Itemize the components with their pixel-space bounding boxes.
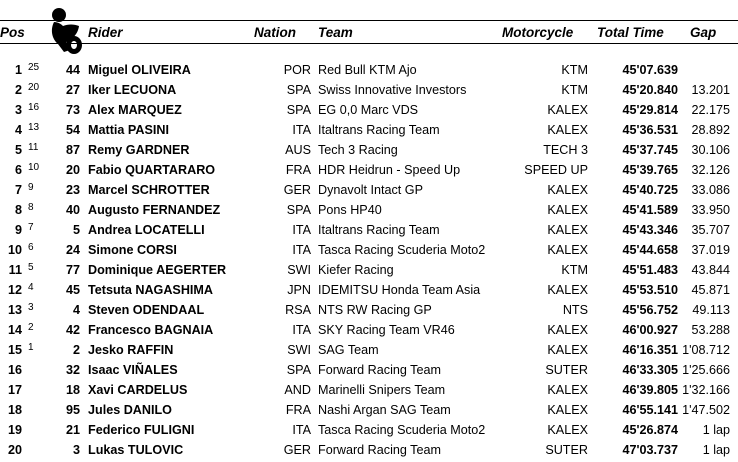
total-time-cell: 45'43.346	[622, 223, 678, 237]
total-time-cell: 47'03.737	[622, 443, 678, 457]
team-cell: Swiss Innovative Investors	[318, 83, 467, 97]
motorcycle-cell: KALEX	[547, 123, 588, 137]
nation-cell: SWI	[287, 263, 311, 277]
position-cell: 5	[14, 143, 22, 157]
motorcycle-cell: KALEX	[547, 403, 588, 417]
rider-name-cell: Fabio QUARTARARO	[88, 163, 216, 177]
points-cell: 25	[28, 62, 40, 73]
position-cell: 2	[14, 83, 22, 97]
gap-cell: 1'08.712	[682, 343, 730, 357]
team-cell: Kiefer Racing	[318, 263, 394, 277]
motorcycle-cell: KTM	[561, 263, 588, 277]
bike-number-cell: 24	[65, 243, 80, 257]
nation-cell: RSA	[285, 303, 311, 317]
points-cell: 20	[28, 82, 40, 93]
nation-cell: FRA	[285, 163, 311, 177]
nation-cell: ITA	[292, 323, 311, 337]
position-cell: 19	[7, 423, 22, 437]
nation-cell: POR	[283, 63, 311, 77]
header-total-time: Total Time	[597, 25, 664, 40]
bike-number-cell: 42	[65, 323, 80, 337]
bike-number-cell: 87	[65, 143, 80, 157]
team-cell: Red Bull KTM Ajo	[318, 63, 417, 77]
rider-name-cell: Miguel OLIVEIRA	[88, 63, 191, 77]
bike-number-cell: 18	[65, 383, 80, 397]
motorcycle-cell: KALEX	[547, 283, 588, 297]
total-time-cell: 46'33.305	[622, 363, 678, 377]
position-cell: 11	[8, 263, 22, 277]
motorcycle-cell: TECH 3	[543, 143, 588, 157]
motorcycle-cell: SUTER	[545, 363, 588, 377]
points-cell: 5	[28, 262, 34, 273]
rider-name-cell: Federico FULIGNI	[88, 423, 195, 437]
motorcycle-cell: SPEED UP	[524, 163, 588, 177]
gap-cell: 1'47.502	[682, 403, 730, 417]
motorcycle-cell: KTM	[561, 63, 588, 77]
nation-cell: SPA	[286, 363, 311, 377]
rider-name-cell: Remy GARDNER	[88, 143, 190, 157]
total-time-cell: 45'37.745	[622, 143, 678, 157]
team-cell: NTS RW Racing GP	[318, 303, 432, 317]
position-cell: 10	[7, 243, 22, 257]
table-row	[0, 201, 738, 221]
gap-cell: 30.106	[691, 143, 730, 157]
total-time-cell: 46'16.351	[622, 343, 678, 357]
gap-cell: 1'32.166	[682, 383, 730, 397]
total-time-cell: 45'26.874	[622, 423, 678, 437]
gap-cell: 13.201	[691, 83, 730, 97]
points-cell: 1	[28, 342, 34, 353]
header-top-rule	[0, 20, 738, 21]
rider-name-cell: Augusto FERNANDEZ	[88, 203, 221, 217]
team-cell: SAG Team	[318, 343, 379, 357]
bike-number-cell: 27	[65, 83, 80, 97]
nation-cell: AND	[284, 383, 311, 397]
total-time-cell: 45'56.752	[622, 303, 678, 317]
table-row	[0, 381, 738, 401]
table-header	[0, 22, 738, 42]
nation-cell: GER	[283, 183, 311, 197]
table-row	[0, 361, 738, 381]
motorcycle-cell: NTS	[562, 303, 588, 317]
team-cell: Dynavolt Intact GP	[318, 183, 423, 197]
position-cell: 16	[7, 363, 22, 377]
bike-number-cell: 5	[72, 223, 80, 237]
rider-name-cell: Xavi CARDELUS	[88, 383, 188, 397]
header-motorcycle: Motorcycle	[502, 25, 574, 40]
bike-number-cell: 77	[65, 263, 80, 277]
table-row	[0, 61, 738, 81]
team-cell: Nashi Argan SAG Team	[318, 403, 451, 417]
table-row	[0, 181, 738, 201]
position-cell: 3	[14, 103, 22, 117]
points-cell: 16	[28, 102, 40, 113]
position-cell: 14	[7, 323, 22, 337]
nation-cell: ITA	[292, 423, 311, 437]
team-cell: Italtrans Racing Team	[318, 123, 440, 137]
nation-cell: SPA	[286, 203, 311, 217]
total-time-cell: 46'55.141	[622, 403, 678, 417]
position-cell: 6	[14, 163, 22, 177]
header-bottom-rule	[0, 43, 738, 44]
table-row	[0, 281, 738, 301]
points-cell: 4	[28, 282, 34, 293]
motorcycle-cell: KALEX	[547, 323, 588, 337]
total-time-cell: 45'44.658	[622, 243, 678, 257]
position-cell: 12	[7, 283, 22, 297]
results-rows	[0, 61, 738, 461]
nation-cell: FRA	[285, 403, 311, 417]
position-cell: 13	[7, 303, 22, 317]
team-cell: Tech 3 Racing	[318, 143, 398, 157]
table-row	[0, 321, 738, 341]
rider-name-cell: Lukas TULOVIC	[88, 443, 184, 457]
team-cell: SKY Racing Team VR46	[318, 323, 455, 337]
motorcycle-cell: SUTER	[545, 443, 588, 457]
nation-cell: SPA	[286, 103, 311, 117]
nation-cell: ITA	[292, 223, 311, 237]
motorcycle-cell: KALEX	[547, 103, 588, 117]
bike-number-cell: 44	[65, 63, 80, 77]
nation-cell: SWI	[287, 343, 311, 357]
points-cell: 8	[28, 202, 34, 213]
gap-cell: 33.086	[691, 183, 730, 197]
table-row	[0, 341, 738, 361]
total-time-cell: 45'53.510	[622, 283, 678, 297]
team-cell: IDEMITSU Honda Team Asia	[318, 283, 481, 297]
points-cell: 7	[28, 222, 34, 233]
team-cell: EG 0,0 Marc VDS	[318, 103, 419, 117]
position-cell: 8	[14, 203, 22, 217]
team-cell: HDR Heidrun - Speed Up	[318, 163, 461, 177]
rider-name-cell: Isaac VIÑALES	[88, 363, 178, 377]
total-time-cell: 45'20.840	[622, 83, 678, 97]
table-row	[0, 241, 738, 261]
nation-cell: SPA	[286, 83, 311, 97]
team-cell: Marinelli Snipers Team	[318, 383, 446, 397]
table-row	[0, 101, 738, 121]
rider-name-cell: Jules DANILO	[88, 403, 172, 417]
position-cell: 18	[7, 403, 22, 417]
table-row	[0, 301, 738, 321]
motorcycle-cell: KALEX	[547, 423, 588, 437]
total-time-cell: 45'40.725	[622, 183, 678, 197]
position-cell: 1	[14, 63, 22, 77]
rider-name-cell: Simone CORSI	[88, 243, 177, 257]
bike-number-cell: 32	[65, 363, 80, 377]
header-gap: Gap	[690, 25, 717, 40]
bike-number-cell: 54	[65, 123, 80, 137]
points-cell: 3	[28, 302, 34, 313]
motorcycle-cell: KALEX	[547, 183, 588, 197]
table-row	[0, 401, 738, 421]
motorcycle-cell: KALEX	[547, 223, 588, 237]
table-row	[0, 441, 738, 461]
bike-number-cell: 4	[72, 303, 80, 317]
gap-cell: 37.019	[691, 243, 730, 257]
rider-name-cell: Tetsuta NAGASHIMA	[88, 283, 214, 297]
rider-name-cell: Dominique AEGERTER	[88, 263, 227, 277]
team-cell: Tasca Racing Scuderia Moto2	[318, 243, 486, 257]
bike-number-cell: 40	[65, 203, 80, 217]
bike-number-cell: 2	[72, 343, 80, 357]
motorcycle-cell: KALEX	[547, 343, 588, 357]
gap-cell: 22.175	[691, 103, 730, 117]
rider-name-cell: Mattia PASINI	[88, 123, 169, 137]
points-cell: 2	[28, 322, 34, 333]
gap-cell: 33.950	[691, 203, 730, 217]
team-cell: Tasca Racing Scuderia Moto2	[318, 423, 486, 437]
bike-number-cell: 23	[65, 183, 80, 197]
gap-cell: 1 lap	[702, 423, 730, 437]
points-cell: 9	[28, 182, 34, 193]
total-time-cell: 45'07.639	[622, 63, 678, 77]
motorcycle-cell: KALEX	[547, 203, 588, 217]
rider-name-cell: Andrea LOCATELLI	[88, 223, 205, 237]
rider-name-cell: Francesco BAGNAIA	[88, 323, 214, 337]
total-time-cell: 45'36.531	[622, 123, 678, 137]
position-cell: 7	[14, 183, 22, 197]
table-row	[0, 261, 738, 281]
position-cell: 4	[14, 123, 22, 137]
rider-name-cell: Iker LECUONA	[88, 83, 177, 97]
bike-number-cell: 73	[65, 103, 80, 117]
gap-cell: 49.113	[692, 303, 730, 317]
gap-cell: 32.126	[691, 163, 730, 177]
total-time-cell: 46'39.805	[622, 383, 678, 397]
position-cell: 20	[7, 443, 22, 457]
nation-cell: AUS	[285, 143, 311, 157]
points-cell: 6	[28, 242, 34, 253]
bike-number-cell: 45	[65, 283, 80, 297]
table-row	[0, 421, 738, 441]
header-team: Team	[318, 25, 353, 40]
team-cell: Forward Racing Team	[318, 363, 441, 377]
table-row	[0, 81, 738, 101]
gap-cell: 45.871	[691, 283, 730, 297]
bike-number-cell: 20	[65, 163, 80, 177]
rider-name-cell: Steven ODENDAAL	[88, 303, 205, 317]
motorcycle-cell: KTM	[561, 83, 588, 97]
bike-number-cell: 3	[72, 443, 80, 457]
total-time-cell: 45'51.483	[622, 263, 678, 277]
rider-name-cell: Marcel SCHROTTER	[88, 183, 210, 197]
team-cell: Pons HP40	[318, 203, 382, 217]
gap-cell: 53.288	[691, 323, 730, 337]
gap-cell: 1'25.666	[682, 363, 730, 377]
points-cell: 10	[28, 162, 40, 173]
header-nation: Nation	[254, 25, 296, 40]
total-time-cell: 46'00.927	[622, 323, 678, 337]
nation-cell: ITA	[292, 123, 311, 137]
motorcycle-cell: KALEX	[547, 243, 588, 257]
nation-cell: JPN	[287, 283, 311, 297]
rider-name-cell: Jesko RAFFIN	[88, 343, 174, 357]
gap-cell: 35.707	[691, 223, 730, 237]
table-row	[0, 141, 738, 161]
gap-cell: 1 lap	[702, 443, 730, 457]
header-rider: Rider	[88, 25, 123, 40]
table-row	[0, 161, 738, 181]
nation-cell: GER	[283, 443, 311, 457]
nation-cell: ITA	[292, 243, 311, 257]
points-cell: 13	[28, 122, 40, 133]
gap-cell: 28.892	[691, 123, 730, 137]
table-row	[0, 121, 738, 141]
total-time-cell: 45'41.589	[622, 203, 678, 217]
bike-number-cell: 95	[65, 403, 80, 417]
position-cell: 17	[7, 383, 22, 397]
rider-name-cell: Alex MARQUEZ	[88, 103, 182, 117]
table-row	[0, 221, 738, 241]
team-cell: Italtrans Racing Team	[318, 223, 440, 237]
header-pos: Pos	[0, 25, 25, 40]
bike-number-cell: 21	[65, 423, 80, 437]
position-cell: 15	[7, 343, 22, 357]
team-cell: Forward Racing Team	[318, 443, 441, 457]
gap-cell: 43.844	[691, 263, 730, 277]
position-cell: 9	[14, 223, 22, 237]
motorcycle-cell: KALEX	[547, 383, 588, 397]
total-time-cell: 45'29.814	[622, 103, 678, 117]
total-time-cell: 45'39.765	[622, 163, 678, 177]
points-cell: 11	[28, 142, 39, 153]
